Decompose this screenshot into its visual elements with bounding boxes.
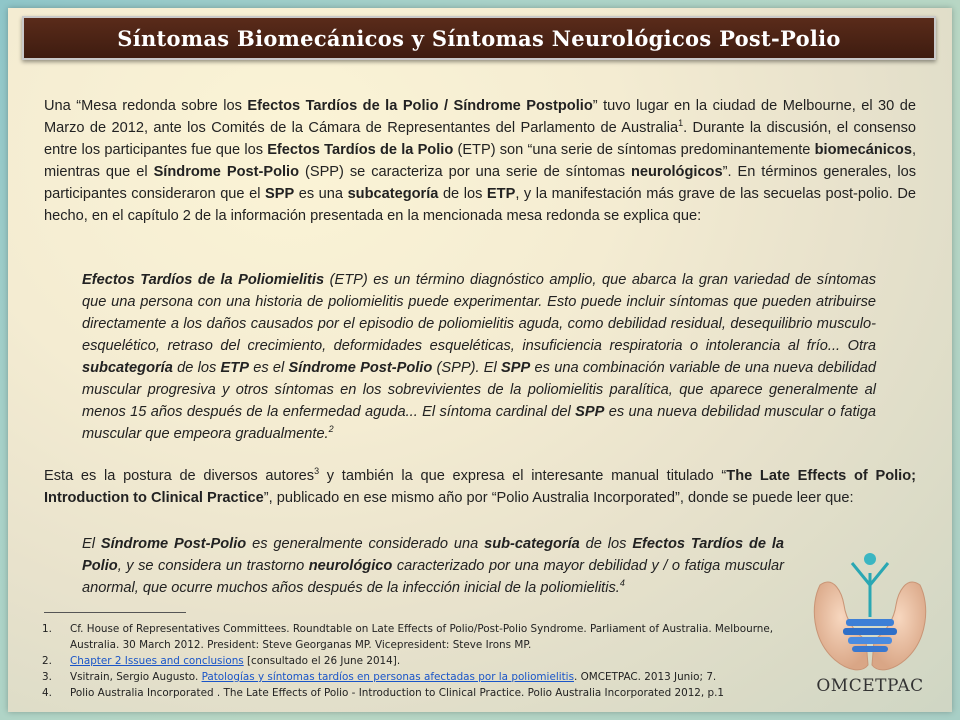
footnote-3: 3. Vsitrain, Sergio Augusto. Patologías y síntomas tardíos en personas afectadas por la poliomielitis. OMCETPAC. 2013 Junio; 7. <box>42 671 717 683</box>
title-bar <box>22 16 936 60</box>
intro-paragraph: Una “Mesa redonda sobre los Efectos Tardíos de la Polio / Síndrome Postpolio” tuvo lugar en la ciudad de Melbourne, el 30 de Marzo de 2012, ante los Comités de la Cámara de Representantes del Parlamento de Australia$^1$. Durante la discusión, el consenso entre los participantes fue que los Efectos Tardíos de la Polio (ETP) son “una serie de síntomas predominantemente biomecánicos, mientras que el Síndrome Post-Polio (SPP) se caracteriza por una serie de síntomas neurológicos”. En términos generales, los participantes consideraron que el SPP es una subcategoría de los ETP, y la manifestación más grave de las secuelas post-polio. De hecho, en el capítulo 2 de la información presentada en la mencionada mesa redonda se explica que: <box>44 98 917 224</box>
hands-holding-figure-icon <box>800 545 940 690</box>
footnote-4: 4. Polio Australia Incorporated . The Late Effects of Polio - Introduction to Clinical Practice. Polio Australia Incorporated 2012, p.1 <box>42 687 725 699</box>
footnote-1: 1. Cf. House of Representatives Committees. Roundtable on Late Effects of Polio/Post-Polio Syndrome. Parliament of Australia. Melbourne, Australia. 30 March 2012. President: Steve Georganas MP. Vicepresident: Steve Irons MP. <box>42 623 774 651</box>
footnote-ref-4[interactable]: 4 <box>619 578 625 589</box>
quote-block-1: Efectos Tardíos de la Poliomielitis (ETP) es un término diagnóstico amplio, que abarca la gran variedad de síntomas que una persona con una historia de poliomielitis puede experimentar. Esto puede incluir síntomas que pueden atribuirse directamente a los daños causados por el episodio de poliomielitis aguda, como debilidad residual, desequilibrio musculo-esquelético, retraso del crecimiento, deformidades esqueléticas, insuficiencia respiratoria o intolerancia al frío... Otra subcategoría de los ETP es el Síndrome Post-Polio (SPP). El SPP es una combinación variable de una nueva debilidad muscular progresiva y otros síntomas en los sobrevivientes de la poliomielitis paralítica, que aparece generalmente al menos 15 años después de la enfermedad aguda... El síntoma cardinal del SPP es una nueva debilidad muscular o fatiga muscular que empeora gradualmente.$^2$ <box>82 272 876 442</box>
page-title: Síntomas Biomecánicos y Síntomas Neurológicos Post-Polio <box>117 25 841 51</box>
footnote-ref-3[interactable]: 3 <box>314 466 320 477</box>
footnote-2: 2. Chapter 2 Issues and conclusions [consultado el 26 June 2014]. <box>42 655 401 667</box>
second-paragraph: Esta es la postura de diversos autores$^3$ y también la que expresa el interesante manual titulado “The Late Effects of Polio; Introduction to Clinical Practice”, publicado en ese mismo año por “Polio Australia Incorporated”, donde se puede leer que: <box>44 466 916 506</box>
logo-text: OMCETPAC <box>816 676 924 696</box>
footnote-ref-1[interactable]: 1 <box>678 118 684 129</box>
footnote-ref-2[interactable]: 2 <box>328 424 334 435</box>
footnote-divider <box>44 612 186 613</box>
footnote-3-link[interactable]: Patologías y síntomas tardíos en personas afectadas por la poliomielitis <box>201 671 574 683</box>
footnote-2-link[interactable]: Chapter 2 Issues and conclusions <box>70 655 244 667</box>
quote-block-2: El Síndrome Post-Polio es generalmente considerado una sub-categoría de los Efectos Tardíos de la Polio, y se considera un trastorno neurológico caracterizado por una mayor debilidad y / o fatiga muscular anormal, que ocurre muchos años después de la infección inicial de la poliomielitis.$^4$ <box>82 536 785 596</box>
footnotes-list <box>40 621 800 701</box>
